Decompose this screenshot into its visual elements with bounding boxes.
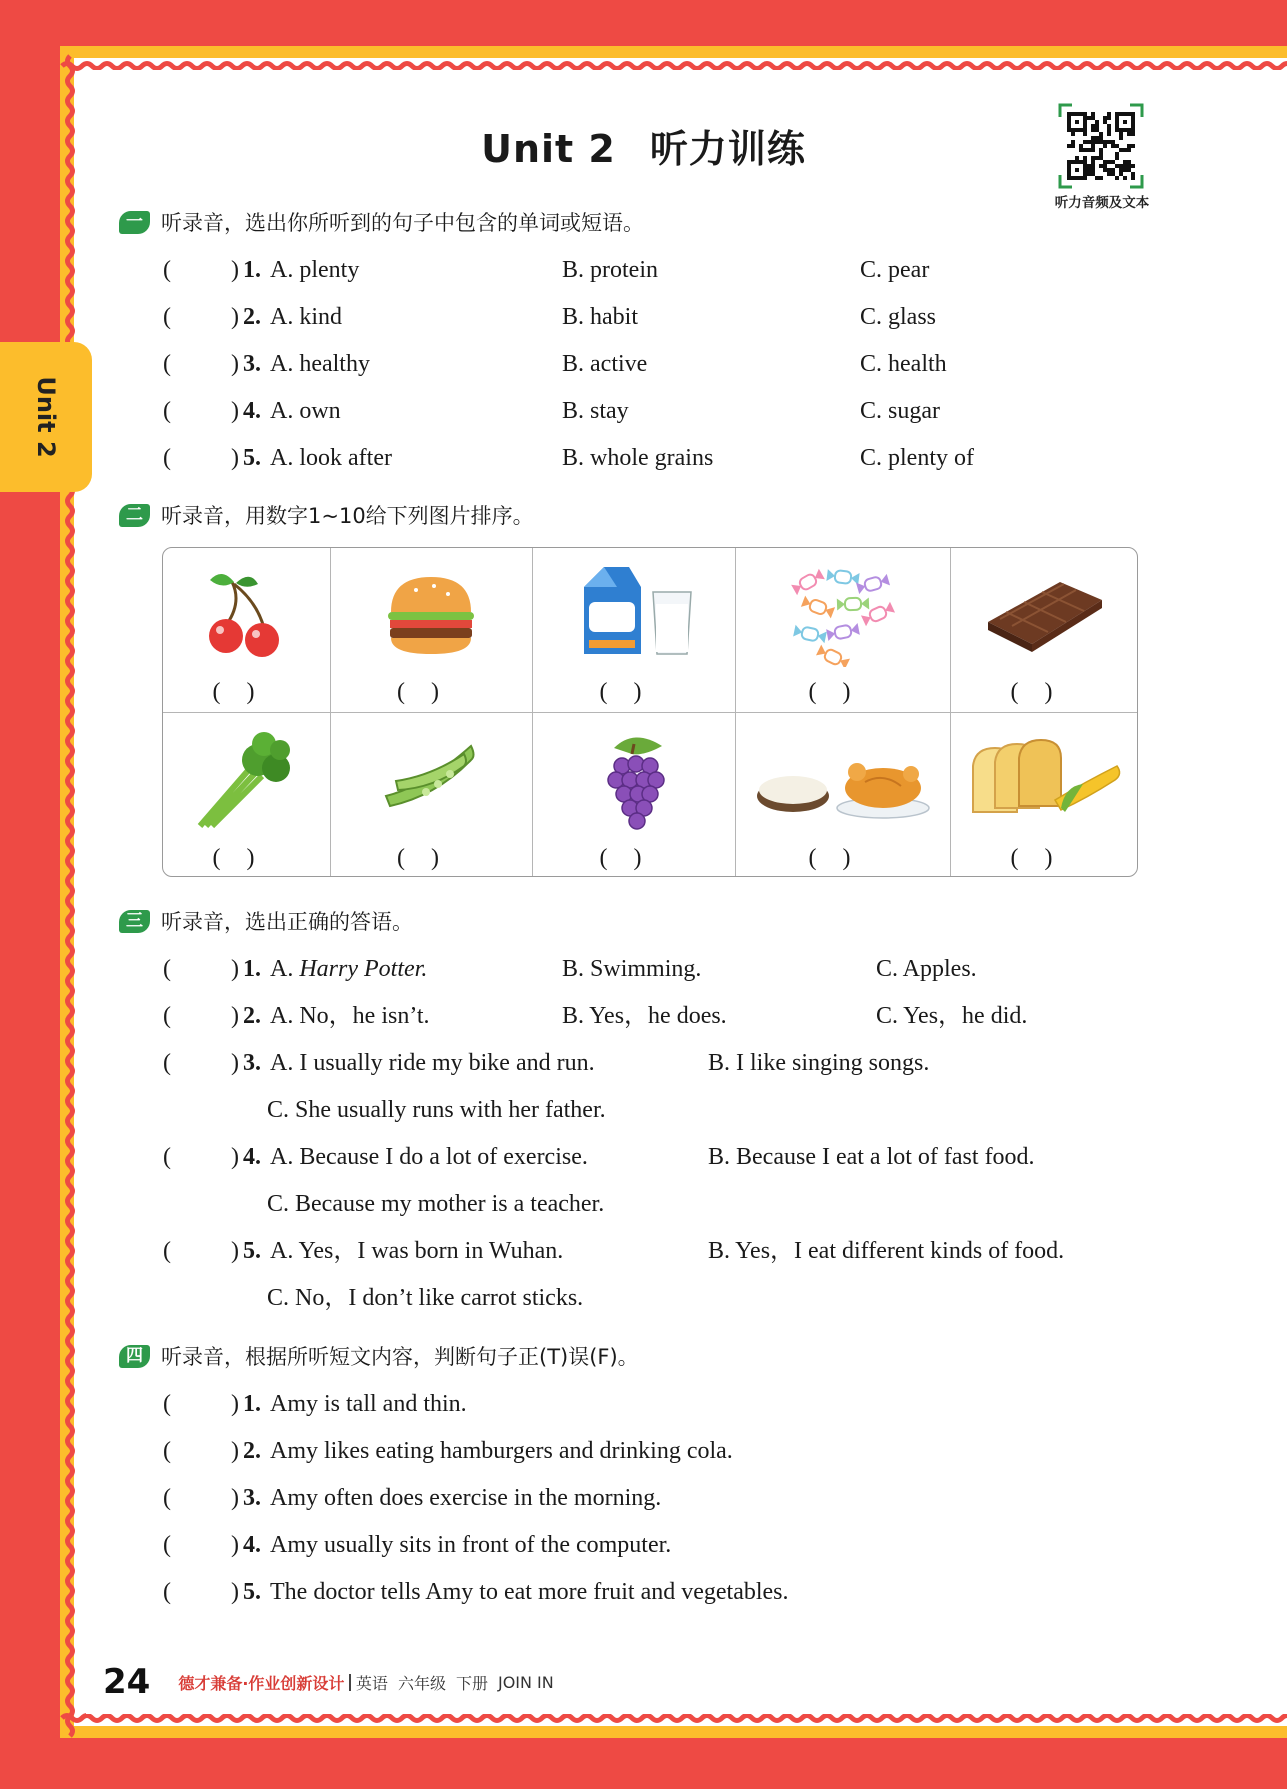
picture-cell-chocolate [950,548,1138,712]
question-number: 4. [243,1144,261,1170]
answer-paren-close: ) [231,351,239,377]
footer-edition: JOIN IN [497,1672,554,1692]
title-name: 听力训练 [649,127,806,171]
title-unit: Unit 2 [481,127,616,171]
question-row [0,953,1287,985]
picture-cell-grapes [532,712,735,877]
option-b[interactable]: B. I like singing songs. [708,1050,930,1076]
answer-paren-close: ) [231,1532,239,1558]
page-number: 24 [103,1662,151,1702]
rice-and-chicken-icon [753,726,933,826]
option-b[interactable]: B. Because I eat a lot of fast food. [708,1144,1035,1170]
answer-paren-open: ( [163,1485,171,1511]
answer-paren-open: ( [163,398,171,424]
picture-cell-candies [735,548,950,712]
answer-paren-close: ) [231,1579,239,1605]
answer-blank-slot[interactable] [175,1435,227,1467]
footer-subject: 英语 [355,1673,388,1693]
answer-blank-slot[interactable] [175,348,227,380]
answer-paren-close: ) [231,1238,239,1264]
option-c[interactable]: C. No，I don’t like carrot sticks. [267,1285,584,1311]
answer-paren-open: ( [163,351,171,377]
candies-icon [788,562,898,667]
question-number: 2. [243,1438,261,1464]
answer-blank[interactable]: () [808,845,877,871]
answer-paren-close: ) [231,304,239,330]
option-c[interactable]: C. Apples. [876,956,977,982]
picture-cell-hamburger [330,548,532,712]
chocolate-icon [980,562,1110,662]
answer-blank-slot[interactable] [175,395,227,427]
option-b[interactable]: B. protein [562,257,658,283]
section-3-instruction: 听录音，选出正确的答语。 [161,910,413,934]
question-number: 1. [243,956,261,982]
answer-blank-slot[interactable] [175,1482,227,1514]
question-row [0,1000,1287,1032]
statement-text: The doctor tells Amy to eat more fruit and vegetables. [270,1579,789,1605]
option-b[interactable]: B. habit [562,304,638,330]
question-number: 3. [243,1050,261,1076]
answer-blank-slot[interactable] [175,1529,227,1561]
section-3-badge: 三 [119,910,150,933]
answer-blank-slot[interactable] [175,301,227,333]
picture-cell-rice-and-chicken [735,712,950,877]
footer-term: 下册 [455,1673,488,1693]
option-c[interactable]: C. Because my mother is a teacher. [267,1191,605,1217]
section-4-badge: 四 [119,1345,150,1368]
question-number: 5. [243,445,261,471]
option-b[interactable]: B. active [562,351,648,377]
grapes-icon [584,726,684,831]
answer-paren-close: ) [231,1050,239,1076]
answer-paren-close: ) [231,445,239,471]
option-a-italic-title: Harry Potter. [299,956,428,982]
option-a[interactable]: A. No，he isn’t. [270,1003,430,1029]
section-2-badge: 二 [119,504,150,527]
option-a[interactable]: A. own [270,398,341,424]
page-footer [103,1662,554,1702]
answer-paren-open: ( [163,1532,171,1558]
answer-blank-slot[interactable] [175,1047,227,1079]
option-c[interactable]: C. plenty of [860,445,974,471]
question-row-continued [0,1282,1287,1314]
question-number: 1. [243,1391,261,1417]
question-number: 3. [243,351,261,377]
cherries-icon [192,562,302,662]
picture-cell-cherries [163,548,330,712]
answer-blank[interactable]: () [599,845,668,871]
answer-paren-open: ( [163,1238,171,1264]
qr-code-icon[interactable] [1058,103,1144,189]
answer-paren-close: ) [231,1485,239,1511]
option-c[interactable]: C. She usually runs with her father. [267,1097,606,1123]
answer-blank[interactable]: () [1010,679,1079,705]
section-3-heading [119,906,413,936]
answer-blank[interactable]: () [397,845,465,871]
answer-paren-close: ) [231,398,239,424]
question-row [0,1047,1287,1079]
option-b[interactable]: B. Yes，he does. [562,1003,727,1029]
section-2-instruction: 听录音，用数字1~10给下列图片排序。 [161,504,534,528]
question-row [0,442,1287,474]
answer-paren-open: ( [163,1050,171,1076]
answer-paren-close: ) [231,1391,239,1417]
picture-cell-celery [163,712,330,877]
option-a[interactable]: A. Because I do a lot of exercise. [270,1144,588,1170]
answer-blank-slot[interactable] [175,1141,227,1173]
bread-and-corn-icon [965,726,1125,826]
answer-blank-slot[interactable] [175,953,227,985]
question-number: 2. [243,304,261,330]
answer-blank-slot[interactable] [175,254,227,286]
section-2-heading [119,500,534,530]
answer-paren-close: ) [231,956,239,982]
question-row [0,301,1287,333]
milk-icon [569,562,699,662]
question-number: 2. [243,1003,261,1029]
question-row [0,1235,1287,1267]
picture-cell-milk [532,548,735,712]
option-a[interactable]: A. kind [270,304,342,330]
question-row [0,254,1287,286]
answer-blank-slot[interactable] [175,1388,227,1420]
option-a[interactable]: A. healthy [270,351,370,377]
option-c[interactable]: C. glass [860,304,937,330]
option-c[interactable]: C. sugar [860,398,940,424]
green-beans-icon [376,726,486,826]
answer-paren-open: ( [163,1438,171,1464]
statement-row [0,1388,1287,1420]
option-b[interactable]: B. Yes，I eat different kinds of food. [708,1238,1065,1264]
answer-paren-open: ( [163,1003,171,1029]
question-number: 3. [243,1485,261,1511]
question-number: 1. [243,257,261,283]
option-b[interactable]: B. Swimming. [562,956,702,982]
option-a-prefix: A. [270,956,300,982]
statement-row [0,1482,1287,1514]
option-b[interactable]: B. whole grains [562,445,714,471]
statement-text: Amy is tall and thin. [270,1391,467,1417]
answer-blank[interactable]: () [397,679,465,705]
section-1-badge: 一 [119,211,150,234]
question-number: 4. [243,1532,261,1558]
answer-blank[interactable]: () [212,845,281,871]
answer-blank-slot[interactable] [175,1000,227,1032]
answer-blank-slot[interactable] [175,1576,227,1608]
question-row [0,348,1287,380]
qr-caption: 听力音频及文本 [1054,195,1150,211]
option-a[interactable]: A. look after [270,445,392,471]
option-a[interactable] [270,953,427,985]
answer-blank-slot[interactable] [175,442,227,474]
footer-grade: 六年级 [397,1673,446,1693]
statement-text: Amy likes eating hamburgers and drinking cola. [270,1438,733,1464]
option-a[interactable]: A. Yes，I was born in Wuhan. [270,1238,564,1264]
celery-icon [192,726,302,831]
answer-blank[interactable]: () [212,679,281,705]
option-a[interactable]: A. plenty [270,257,360,283]
option-c[interactable]: C. Yes，he did. [876,1003,1028,1029]
picture-cell-green-beans [330,712,532,877]
answer-paren-close: ) [231,1003,239,1029]
statement-row [0,1435,1287,1467]
answer-paren-open: ( [163,1579,171,1605]
answer-paren-open: ( [163,304,171,330]
hamburger-icon [376,562,486,662]
answer-paren-open: ( [163,257,171,283]
question-number: 5. [243,1579,261,1605]
answer-paren-open: ( [163,1144,171,1170]
picture-cell-bread-and-corn [950,712,1138,877]
picture-grid [162,547,1138,877]
question-row [0,395,1287,427]
answer-paren-open: ( [163,956,171,982]
option-c[interactable]: C. pear [860,257,930,283]
statement-row [0,1529,1287,1561]
answer-blank[interactable]: () [1010,845,1079,871]
section-1-heading [119,207,644,237]
question-row-continued [0,1188,1287,1220]
statement-text: Amy often does exercise in the morning. [270,1485,662,1511]
footer-brand: 德才兼备·作业创新设计 [178,1673,345,1693]
question-row [0,1141,1287,1173]
answer-blank[interactable]: () [599,679,668,705]
answer-paren-open: ( [163,445,171,471]
statement-text: Amy usually sits in front of the computer. [270,1532,672,1558]
option-b[interactable]: B. stay [562,398,629,424]
question-number: 4. [243,398,261,424]
question-row-continued [0,1094,1287,1126]
answer-paren-open: ( [163,1391,171,1417]
answer-blank[interactable]: () [808,679,877,705]
statement-row [0,1576,1287,1608]
section-4-instruction: 听录音，根据所听短文内容，判断句子正(T)误(F)。 [161,1345,639,1369]
section-1-instruction: 听录音，选出你所听到的句子中包含的单词或短语。 [161,211,644,235]
side-tab-label: Unit 2 [32,376,60,458]
section-4-heading [119,1341,639,1371]
question-number: 5. [243,1238,261,1264]
answer-paren-close: ) [231,1144,239,1170]
option-a[interactable]: A. I usually ride my bike and run. [270,1050,595,1076]
answer-paren-close: ) [231,1438,239,1464]
answer-blank-slot[interactable] [175,1235,227,1267]
option-c[interactable]: C. health [860,351,947,377]
answer-paren-close: ) [231,257,239,283]
